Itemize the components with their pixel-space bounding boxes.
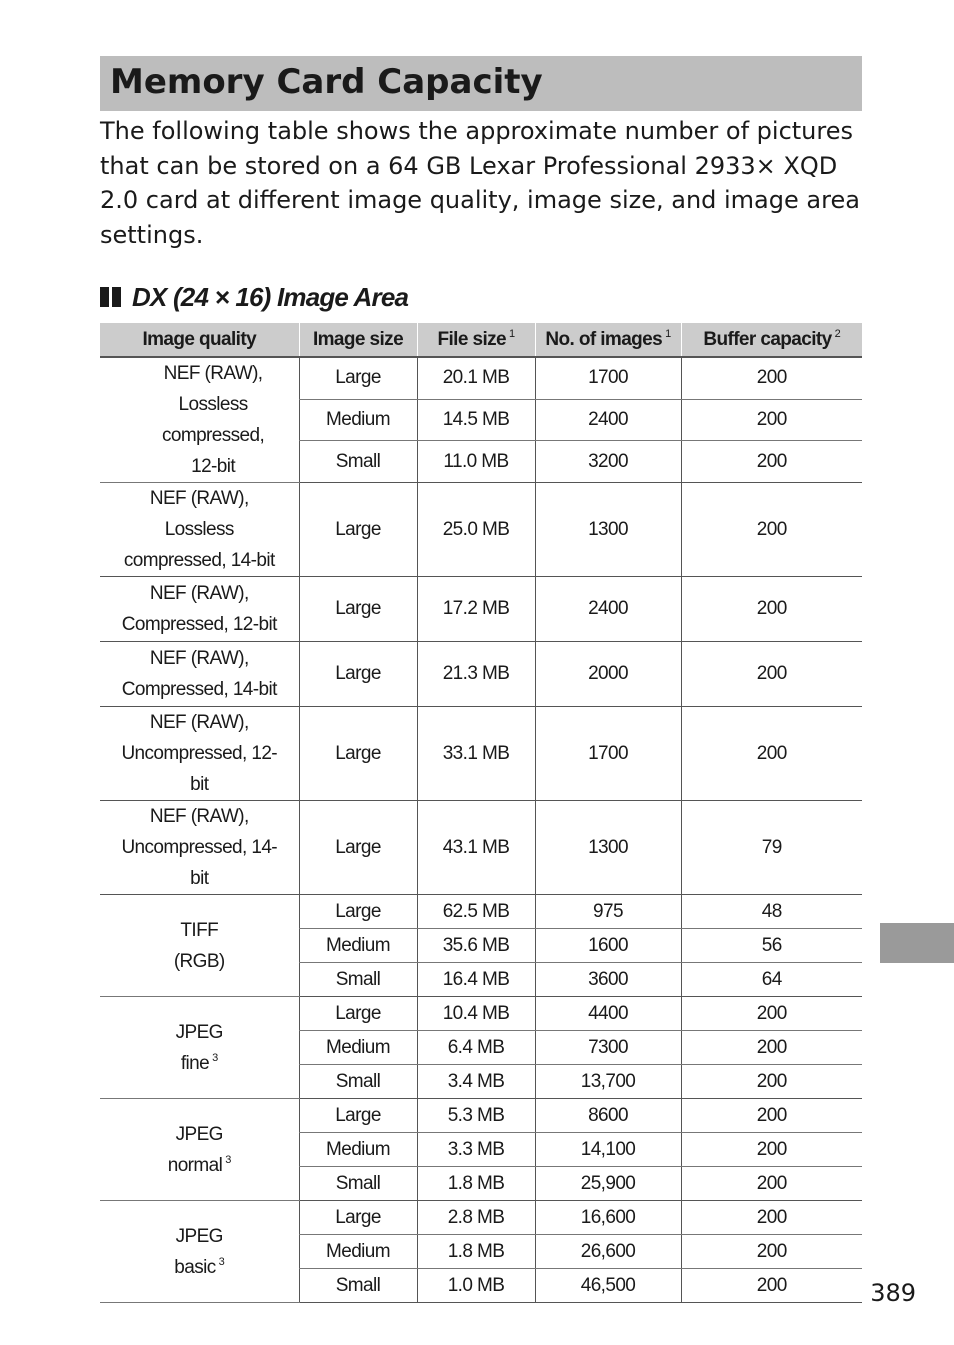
table-row — [100, 707, 862, 801]
table-row — [100, 483, 862, 577]
buffer-capacity-cell: 79 — [681, 801, 862, 895]
file-size-cell: 62.5 MB — [417, 895, 535, 929]
footnote-marker: 2 — [834, 328, 841, 341]
image-quality-cell: JPEG fine $^3$ — [100, 997, 299, 1099]
image-count-cell: 3600 — [535, 963, 681, 997]
header-no-of-images: No. of images $^1$ — [535, 323, 681, 357]
image-count-cell: 2400 — [535, 399, 681, 441]
table-row — [100, 357, 862, 399]
file-size-cell: 10.4 MB — [417, 997, 535, 1031]
section-heading — [100, 279, 408, 315]
table-row — [100, 1099, 862, 1133]
image-size-cell: Large — [299, 483, 417, 577]
image-size-cell: Large — [299, 642, 417, 707]
image-count-cell: 16,600 — [535, 1201, 681, 1235]
header-buffer-capacity: Buffer capacity $^2$ — [681, 323, 862, 357]
buffer-capacity-cell: 200 — [681, 1269, 862, 1303]
file-size-cell: 14.5 MB — [417, 399, 535, 441]
table-row — [100, 577, 862, 642]
footnote-marker: 3 — [225, 1154, 231, 1167]
image-size-cell: Large — [299, 707, 417, 801]
image-size-cell: Medium — [299, 929, 417, 963]
buffer-capacity-cell: 200 — [681, 577, 862, 642]
file-size-cell: 1.0 MB — [417, 1269, 535, 1303]
image-count-cell: 26,600 — [535, 1235, 681, 1269]
image-count-cell: 2000 — [535, 642, 681, 707]
chapter-tab-marker — [880, 923, 954, 963]
file-size-cell: 3.3 MB — [417, 1133, 535, 1167]
file-size-cell: 1.8 MB — [417, 1167, 535, 1201]
image-size-cell: Large — [299, 895, 417, 929]
buffer-capacity-cell: 200 — [681, 1065, 862, 1099]
file-size-cell: 6.4 MB — [417, 1031, 535, 1065]
image-quality-cell: NEF (RAW), Lossless compressed, 12-bit — [100, 357, 299, 483]
buffer-capacity-cell: 200 — [681, 441, 862, 483]
page-number: 389 — [870, 1279, 916, 1307]
image-size-cell: Medium — [299, 1133, 417, 1167]
table-row — [100, 1201, 862, 1235]
image-size-cell: Medium — [299, 1031, 417, 1065]
buffer-capacity-cell: 200 — [681, 642, 862, 707]
image-size-cell: Small — [299, 963, 417, 997]
table-row — [100, 801, 862, 895]
file-size-cell: 20.1 MB — [417, 357, 535, 399]
image-size-cell: Large — [299, 1201, 417, 1235]
image-count-cell: 7300 — [535, 1031, 681, 1065]
buffer-capacity-cell: 200 — [681, 399, 862, 441]
file-size-cell: 35.6 MB — [417, 929, 535, 963]
footnote-marker: 3 — [218, 1256, 225, 1269]
file-size-cell: 1.8 MB — [417, 1235, 535, 1269]
buffer-capacity-cell: 200 — [681, 483, 862, 577]
file-size-cell: 25.0 MB — [417, 483, 535, 577]
buffer-capacity-cell: 56 — [681, 929, 862, 963]
image-quality-cell: TIFF (RGB) — [100, 895, 299, 997]
image-count-cell: 1600 — [535, 929, 681, 963]
header-image-size: Image size — [299, 323, 417, 357]
buffer-capacity-cell: 200 — [681, 1235, 862, 1269]
title-bar — [100, 56, 862, 111]
intro-paragraph: The following table shows the approximate number of pictures that can be stored on a 64 GB Lexar Professional 2933× XQD 2.0 card at different image quality, image size, and image area settings. — [100, 117, 860, 249]
image-size-cell: Small — [299, 1065, 417, 1099]
image-quality-cell: NEF (RAW), Compressed, 12-bit — [100, 577, 299, 642]
file-size-cell: 16.4 MB — [417, 963, 535, 997]
image-quality-cell: NEF (RAW), Compressed, 14-bit — [100, 642, 299, 707]
buffer-capacity-cell: 200 — [681, 1201, 862, 1235]
image-count-cell: 4400 — [535, 997, 681, 1031]
file-size-cell: 33.1 MB — [417, 707, 535, 801]
table-header-row — [100, 323, 862, 357]
image-size-cell: Large — [299, 997, 417, 1031]
image-quality-cell: NEF (RAW), Lossless compressed, 14-bit — [100, 483, 299, 577]
section-marker-icon — [100, 287, 122, 307]
page-title: Memory Card Capacity — [110, 62, 543, 102]
image-count-cell: 8600 — [535, 1099, 681, 1133]
buffer-capacity-cell: 200 — [681, 997, 862, 1031]
buffer-capacity-cell: 200 — [681, 1099, 862, 1133]
image-count-cell: 1700 — [535, 707, 681, 801]
buffer-capacity-cell: 200 — [681, 1167, 862, 1201]
image-count-cell: 46,500 — [535, 1269, 681, 1303]
image-size-cell: Large — [299, 357, 417, 399]
image-count-cell: 13,700 — [535, 1065, 681, 1099]
image-size-cell: Small — [299, 441, 417, 483]
file-size-cell: 5.3 MB — [417, 1099, 535, 1133]
image-size-cell: Small — [299, 1167, 417, 1201]
footnote-marker: 1 — [509, 328, 515, 341]
image-quality-cell: NEF (RAW), Uncompressed, 12-bit — [100, 707, 299, 801]
image-count-cell: 1300 — [535, 483, 681, 577]
table-body — [100, 357, 862, 1303]
buffer-capacity-cell: 48 — [681, 895, 862, 929]
table-row — [100, 997, 862, 1031]
image-size-cell: Large — [299, 1099, 417, 1133]
section-title: DX (24 × 16) Image Area — [132, 281, 409, 312]
file-size-cell: 17.2 MB — [417, 577, 535, 642]
image-count-cell: 3200 — [535, 441, 681, 483]
file-size-cell: 21.3 MB — [417, 642, 535, 707]
image-count-cell: 1300 — [535, 801, 681, 895]
file-size-cell: 2.8 MB — [417, 1201, 535, 1235]
capacity-table — [100, 323, 862, 1303]
image-quality-cell: JPEG basic $^3$ — [100, 1201, 299, 1303]
image-size-cell: Large — [299, 577, 417, 642]
table-row — [100, 895, 862, 929]
buffer-capacity-cell: 200 — [681, 707, 862, 801]
buffer-capacity-cell: 200 — [681, 1031, 862, 1065]
image-size-cell: Medium — [299, 1235, 417, 1269]
buffer-capacity-cell: 200 — [681, 1133, 862, 1167]
file-size-cell: 43.1 MB — [417, 801, 535, 895]
image-count-cell: 14,100 — [535, 1133, 681, 1167]
footnote-marker: 1 — [665, 328, 671, 341]
image-size-cell: Medium — [299, 399, 417, 441]
image-size-cell: Large — [299, 801, 417, 895]
file-size-cell: 11.0 MB — [417, 441, 535, 483]
image-count-cell: 975 — [535, 895, 681, 929]
image-quality-cell: NEF (RAW), Uncompressed, 14-bit — [100, 801, 299, 895]
image-count-cell: 2400 — [535, 577, 681, 642]
image-quality-cell: JPEG normal $^3$ — [100, 1099, 299, 1201]
header-image-quality: Image quality — [100, 323, 299, 357]
image-count-cell: 1700 — [535, 357, 681, 399]
table-row — [100, 642, 862, 707]
header-file-size: File size $^1$ — [417, 323, 535, 357]
buffer-capacity-cell: 64 — [681, 963, 862, 997]
file-size-cell: 3.4 MB — [417, 1065, 535, 1099]
footnote-marker: 3 — [212, 1052, 218, 1065]
image-size-cell: Small — [299, 1269, 417, 1303]
image-count-cell: 25,900 — [535, 1167, 681, 1201]
buffer-capacity-cell: 200 — [681, 357, 862, 399]
